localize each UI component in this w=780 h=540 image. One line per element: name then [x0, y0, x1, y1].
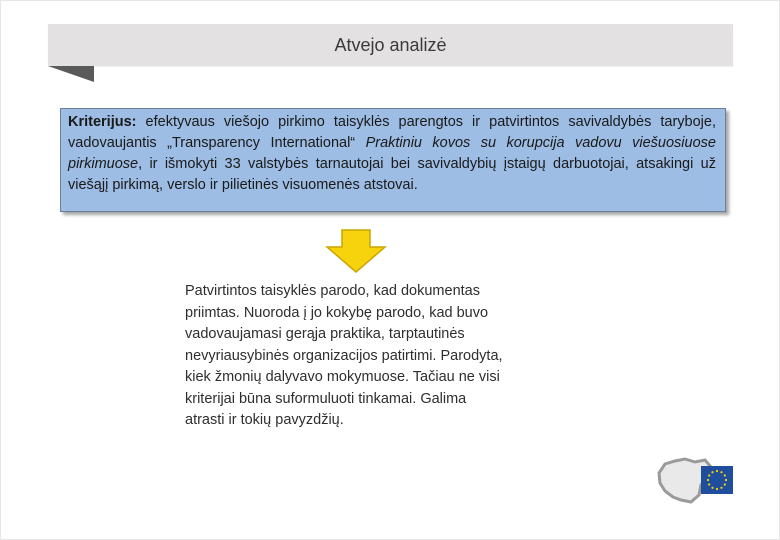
criteria-italic-title: Praktiniu kovos su korupcija vadovu viešuosiuose pirkimuose [68, 135, 716, 172]
criteria-box [60, 108, 726, 212]
slide-title: Atvejo analizė [334, 34, 447, 55]
result-line: priimtas. Nuoroda į jo kokybę parodo, kad buvo [185, 304, 489, 321]
result-line: nevyriausybinės organizacijos patirtimi. Parodyta, [185, 347, 503, 364]
result-line: atrasti ir tokių pavyzdžių. [185, 412, 344, 428]
criteria-text-part1: efektyvaus viešojo pirkimo taisyklės parengtos ir patvirtintos savivaldybės taryboje, vadovaujantis „Transparency International“ [68, 114, 716, 151]
result-line: kiek žmonių dalyvavo mokymuose. Tačiau ne visi [185, 369, 500, 385]
lithuania-eu-logo [655, 455, 735, 507]
criteria-text-part2: , ir išmokyti 33 valstybės tarnautojai bei savivaldybių įstaigų darbuotojai, atsakingi už viešąjį pirkimą, verslo ir pilietinės visuomenės atstovai. [68, 156, 716, 193]
slide-title-bar [48, 24, 733, 66]
result-text [185, 281, 565, 432]
result-line: vadovaujamasi gerąja praktika, tarptautinės [185, 326, 465, 342]
down-arrow-icon [325, 229, 387, 273]
result-line: Patvirtintos taisyklės parodo, kad dokumentas [185, 283, 480, 299]
criteria-label: Kriterijus: [68, 114, 137, 130]
title-fold-shadow [48, 66, 94, 82]
result-line: kriterijai būna suformuluoti tinkamai. Galima [185, 390, 467, 407]
